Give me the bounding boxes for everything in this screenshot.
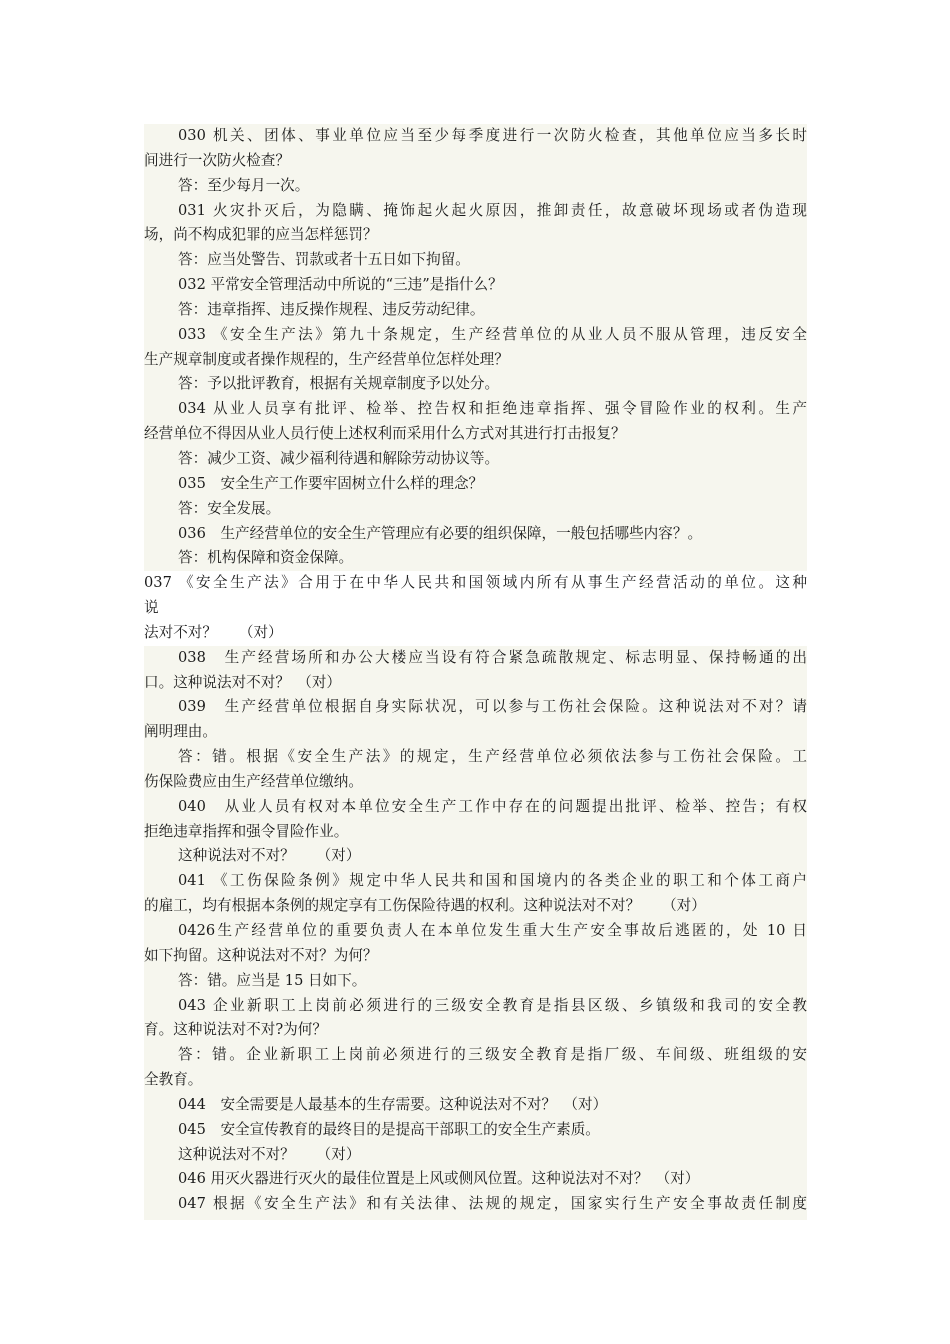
text-line: 034 从业人员享有批评、检举、控告权和拒绝违章指挥、强令冒险作业的权利。生产 [178, 400, 807, 418]
text-line: 046 用灭火器进行灭火的最佳位置是上风或侧风位置。这种说法对不对？ （对） [178, 1170, 700, 1188]
text-line: 口。这种说法对不对？ （对） [144, 673, 342, 691]
text-line: 041 《工伤保险条例》规定中华人民共和国和国境内的各类企业的职工和个体工商户 [178, 872, 807, 890]
text-line: 答：应当处警告、罚款或者十五日如下拘留。 [178, 251, 470, 269]
text-line: 间进行一次防火检查？ [144, 151, 290, 169]
text-line: 答：至少每月一次。 [178, 176, 310, 194]
text-line: 037 《安全生产法》合用于在中华人民共和国领域内所有从事生产经营活动的单位。这种 [144, 574, 807, 592]
text-line: 035 安全生产工作要牢固树立什么样的理念？ [178, 474, 484, 492]
text-line: 032 平常安全管理活动中所说的“三违”是指什么？ [178, 276, 503, 294]
text-line: 043 企业新职工上岗前必须进行的三级安全教育是指县区级、乡镇级和我司的安全教 [178, 996, 807, 1014]
text-line: 这种说法对不对？ （对） [178, 847, 361, 865]
text-line: 说 [144, 599, 159, 617]
text-line: 答：予以批评教育，根据有关规章制度予以处分。 [178, 375, 500, 393]
text-line: 全教育。 [144, 1071, 203, 1089]
text-line: 030 机关、团体、事业单位应当至少每季度进行一次防火检查，其他单位应当多长时 [178, 127, 807, 144]
text-line: 伤保险费应由生产经营单位缴纳。 [144, 772, 363, 790]
text-line: 039 生产经营单位根据自身实际状况，可以参与工伤社会保险。这种说法对不对？请 [178, 698, 807, 716]
text-line: 答：错。根据《安全生产法》的规定，生产经营单位必须依法参与工伤社会保险。工 [178, 748, 807, 766]
text-line: 033 《安全生产法》第九十条规定，生产经营单位的从业人员不服从管理，违反安全 [178, 325, 807, 343]
text-line: 045 安全宣传教育的最终目的是提高干部职工的安全生产素质。 [178, 1120, 600, 1138]
text-line: 拒绝违章指挥和强令冒险作业。 [144, 822, 349, 840]
text-line: 答：错。企业新职工上岗前必须进行的三级安全教育是指厂级、车间级、班组级的安 [178, 1046, 807, 1064]
text-line: 经营单位不得因从业人员行使上述权利而采用什么方式对其进行打击报复？ [144, 425, 626, 443]
text-line: 答：违章指挥、违反操作规程、违反劳动纪律。 [178, 300, 485, 318]
text-line: 0426生产经营单位的重要负责人在本单位发生重大生产安全事故后逃匿的，处 10 日 [178, 922, 807, 939]
text-line: 038 生产经营场所和办公大楼应当设有符合紧急疏散规定、标志明显、保持畅通的出 [178, 648, 807, 666]
text-line: 的雇工，均有根据本条例的规定享有工伤保险待遇的权利。这种说法对不对？ （对） [144, 897, 706, 915]
document-body [144, 124, 807, 1217]
text-line: 047 根据《安全生产法》和有关法律、法规的规定，国家实行生产安全事故责任制度 [178, 1195, 807, 1213]
text-line: 答：错。应当是 15 日如下。 [178, 971, 367, 989]
text-line: 答：机构保障和资金保障。 [178, 549, 354, 567]
text-line: 如下拘留。这种说法对不对？为何？ [144, 946, 378, 964]
text-line: 场，尚不构成犯罪的应当怎样惩罚？ [144, 226, 378, 244]
text-line: 答：减少工资、减少福利待遇和解除劳动协议等。 [178, 449, 500, 467]
text-line: 这种说法对不对？ （对） [178, 1145, 361, 1163]
text-line: 阐明理由。 [144, 723, 217, 741]
text-line: 031 火灾扑灭后，为隐瞒、掩饰起火起火原因，推卸责任，故意破坏现场或者伪造现 [178, 201, 807, 219]
text-line: 法对不对？ （对） [144, 623, 283, 641]
text-line: 生产规章制度或者操作规程的，生产经营单位怎样处理？ [144, 350, 509, 368]
text-line: 036 生产经营单位的安全生产管理应有必要的组织保障，一般包括哪些内容？。 [178, 524, 703, 542]
text-line: 040 从业人员有权对本单位安全生产工作中存在的问题提出批评、检举、控告；有权 [178, 797, 807, 815]
text-line: 答：安全发展。 [178, 499, 281, 517]
text-line: 育。这种说法对不对?为何？ [144, 1021, 327, 1039]
text-line: 044 安全需要是人最基本的生存需要。这种说法对不对？ （对） [178, 1095, 608, 1113]
